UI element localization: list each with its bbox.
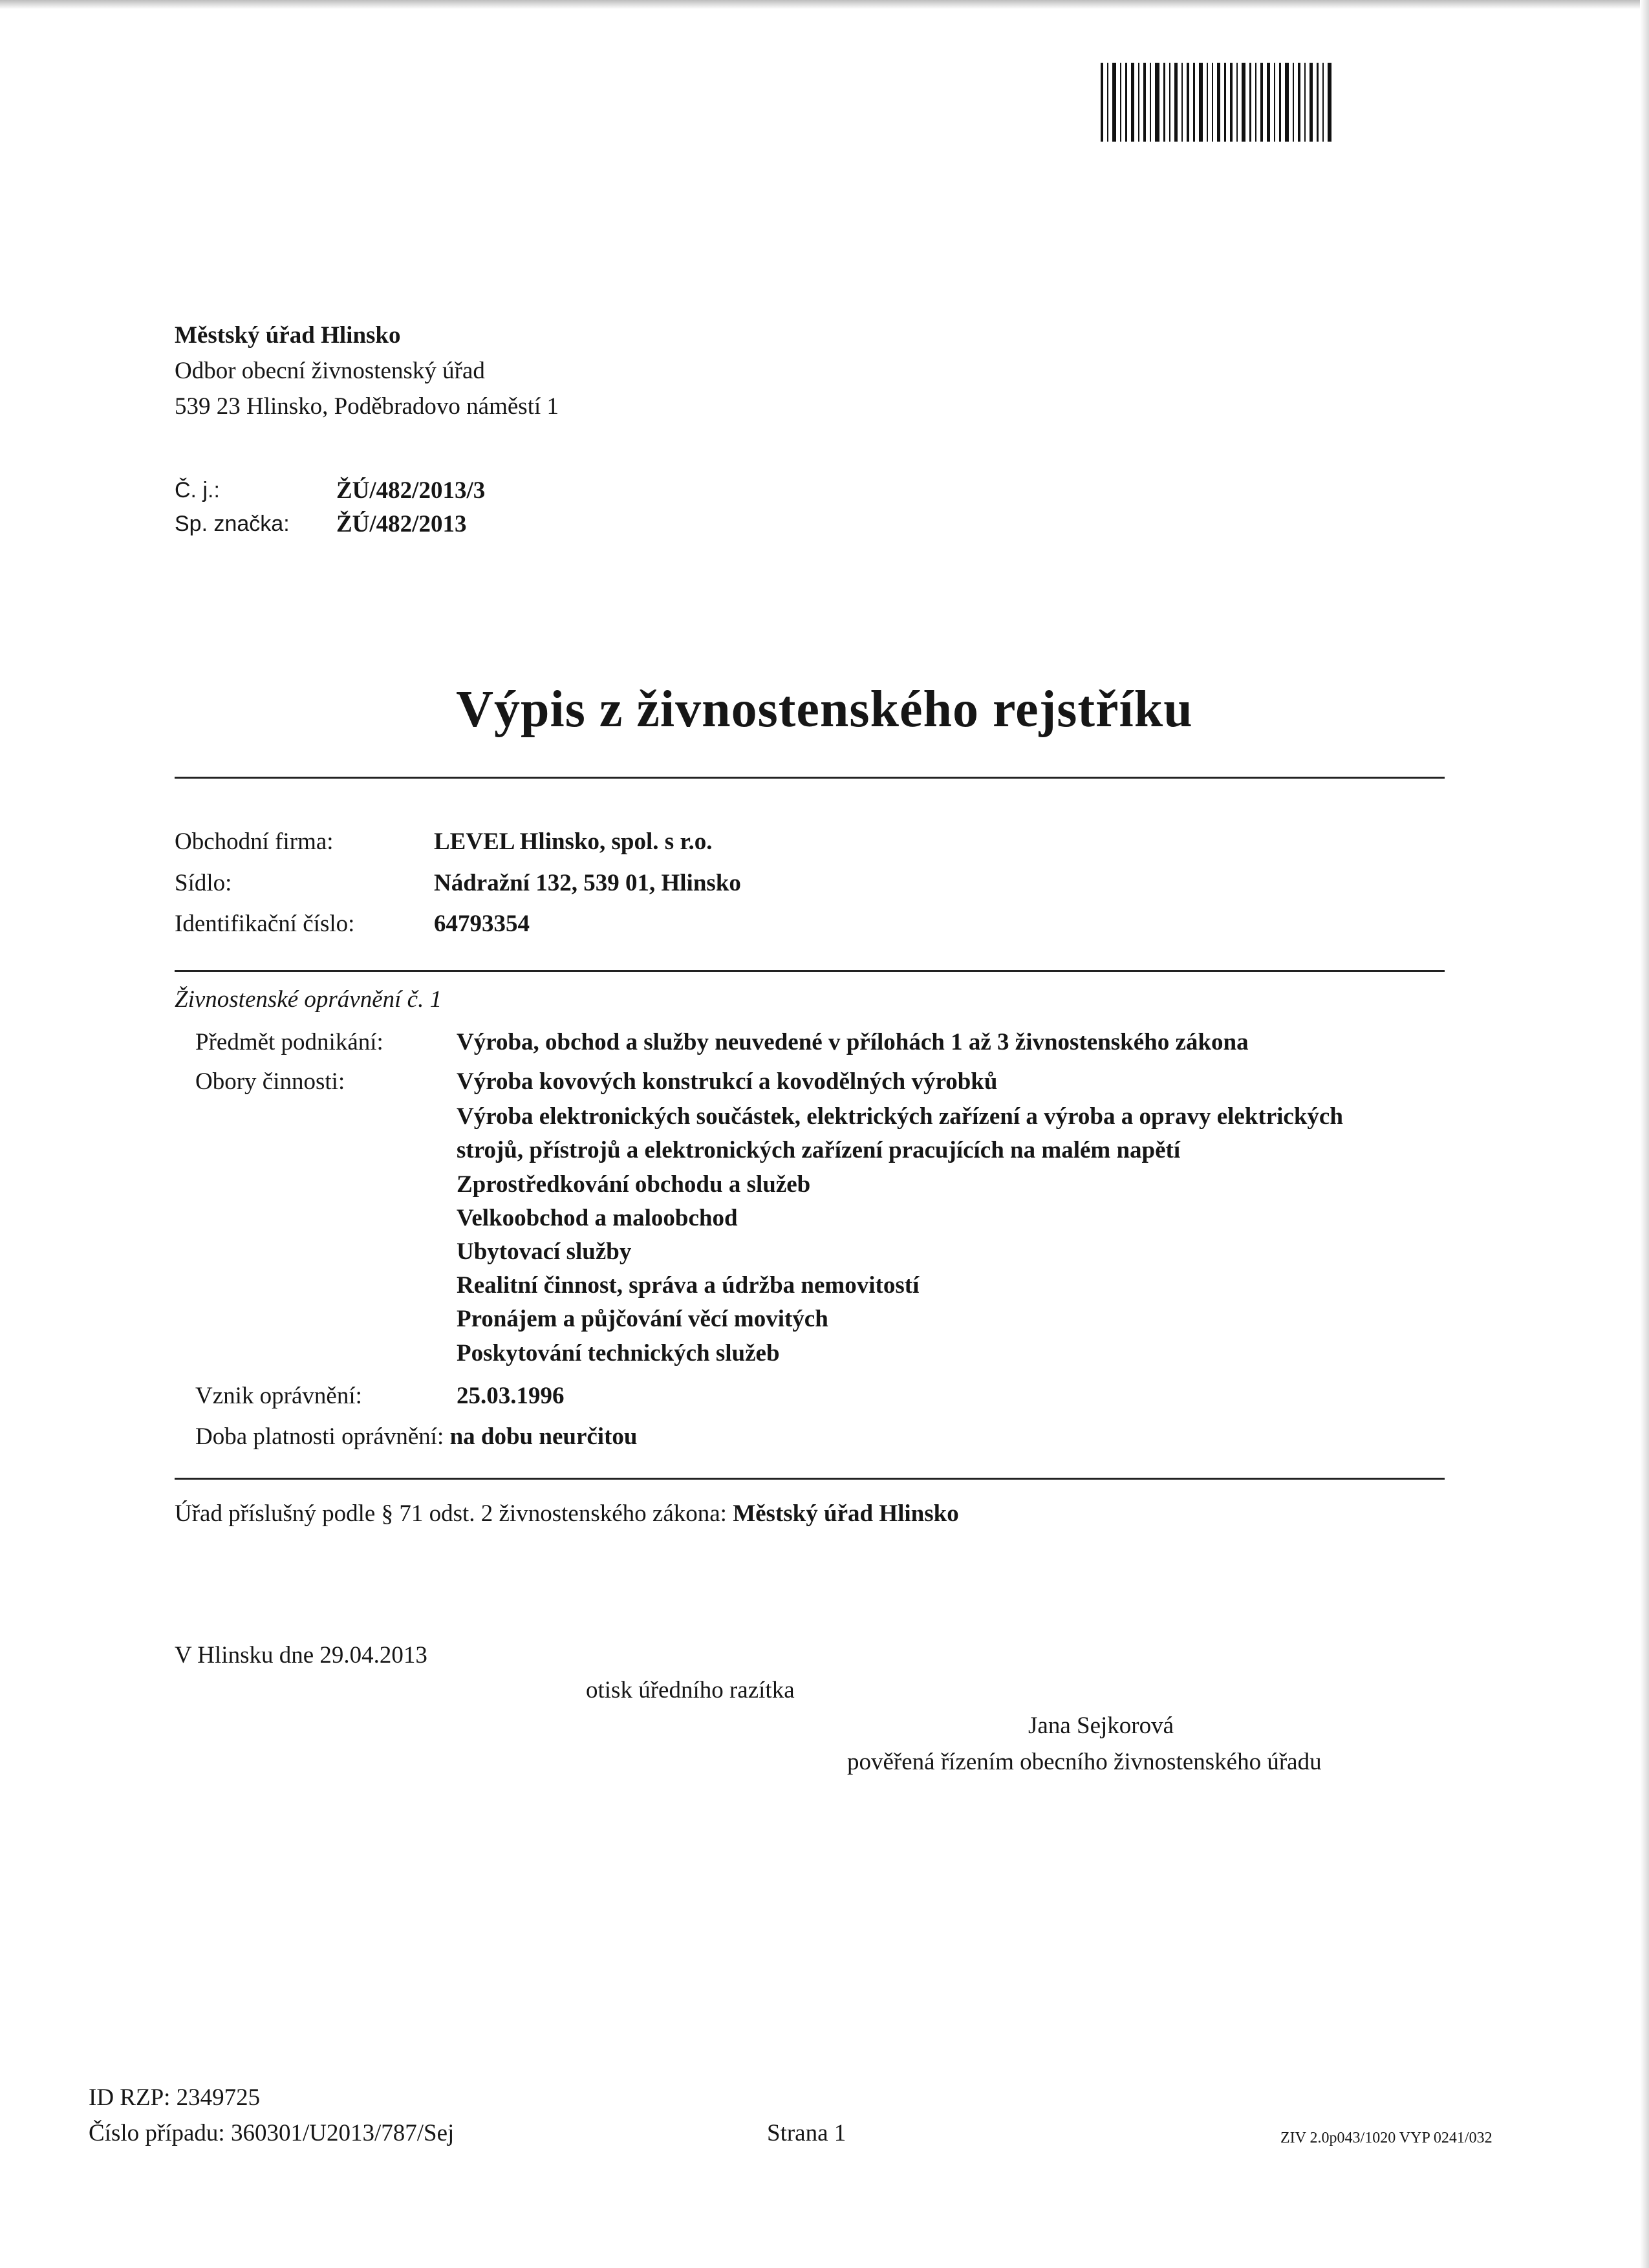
authority-value: Městský úřad Hlinsko: [733, 1500, 959, 1527]
barcode-bar: [1267, 63, 1270, 142]
sp-value: ŽÚ/482/2013: [336, 511, 467, 537]
activity-item: Pronájem a půjčování věcí movitých: [457, 1306, 828, 1332]
signatory-role: pověřená řízením obecního živnostenského úřadu: [847, 1749, 1322, 1775]
barcode-bar: [1125, 63, 1127, 142]
barcode-bar: [1101, 63, 1103, 142]
barcode-bar: [1169, 63, 1170, 142]
barcode-bar: [1174, 63, 1178, 142]
id-value: 64793354: [434, 911, 530, 937]
barcode-bar: [1310, 63, 1313, 142]
origin-value: 25.03.1996: [457, 1383, 565, 1409]
barcode-bar: [1150, 63, 1151, 142]
barcode-bar: [1187, 63, 1189, 142]
barcode-bar: [1155, 63, 1159, 142]
divider-top: [175, 777, 1445, 779]
sp-label: Sp. značka:: [175, 512, 290, 536]
firm-label: Obchodní firma:: [175, 828, 334, 855]
seat-label: Sídlo:: [175, 870, 232, 896]
barcode-bar: [1224, 63, 1226, 142]
barcode-bar: [1217, 63, 1220, 142]
barcode-bar: [1317, 63, 1319, 142]
barcode-bar: [1304, 63, 1306, 142]
license-number: 1: [429, 986, 442, 1013]
barcode-bar: [1242, 63, 1245, 142]
stamp-note: otisk úředního razítka: [586, 1677, 795, 1703]
barcode-bar: [1163, 63, 1165, 142]
firm-value: LEVEL Hlinsko, spol. s r.o.: [434, 828, 713, 855]
barcode-bar: [1260, 63, 1263, 142]
barcode-bar: [1143, 63, 1146, 142]
barcode-bar: [1249, 63, 1251, 142]
barcode-bar: [1230, 63, 1233, 142]
barcode-bar: [1322, 63, 1324, 142]
subject-label: Předmět podnikání:: [195, 1029, 383, 1055]
license-heading: [175, 986, 442, 1013]
barcode-bar: [1236, 63, 1238, 142]
form-code: ZIV 2.0p043/1020 VYP 0241/032: [1280, 2130, 1493, 2146]
divider-company: [175, 970, 1445, 972]
id-label: Identifikační číslo:: [175, 911, 355, 937]
activity-item: Výroba kovových konstrukcí a kovodělných výrobků: [457, 1068, 998, 1095]
validity-label: [195, 1423, 637, 1451]
barcode-bar: [1274, 63, 1275, 142]
case-number: Číslo případu: 360301/U2013/787/Sej: [89, 2120, 455, 2146]
activity-item: Realitní činnost, správa a údržba nemovitostí: [457, 1272, 920, 1299]
activity-item: Ubytovací služby: [457, 1238, 632, 1265]
page-number: Strana 1: [767, 2120, 846, 2146]
scan-top-edge: [0, 0, 1649, 9]
barcode-bar: [1107, 63, 1108, 142]
office-department: Odbor obecní živnostenský úřad: [175, 358, 485, 384]
activity-item: strojů, přístrojů a elektronických zařízení pracujících na malém napětí: [457, 1137, 1181, 1163]
barcode-bar: [1207, 63, 1208, 142]
barcode-bar: [1285, 63, 1289, 142]
validity-value: na dobu neurčitou: [449, 1423, 638, 1450]
authority-line: [175, 1500, 959, 1528]
id-rzp: ID RZP: 2349725: [89, 2084, 261, 2111]
office-address: 539 23 Hlinsko, Poděbradovo náměstí 1: [175, 393, 559, 420]
place-date: V Hlinsku dne 29.04.2013: [175, 1642, 427, 1669]
barcode-bar: [1255, 63, 1256, 142]
barcode-bar: [1112, 63, 1116, 142]
cj-label: Č. j.:: [175, 478, 220, 502]
validity-label-text: Doba platnosti oprávnění:: [195, 1423, 444, 1450]
license-heading-text: Živnostenské oprávnění č.: [175, 986, 424, 1013]
subject-value: Výroba, obchod a služby neuvedené v přílohách 1 až 3 živnostenského zákona: [457, 1029, 1249, 1055]
barcode-bar: [1293, 63, 1294, 142]
activity-item: Zprostředkování obchodu a služeb: [457, 1171, 811, 1198]
page-title: Výpis z živnostenského rejstříku: [456, 681, 1193, 738]
authority-text: Úřad příslušný podle § 71 odst. 2 živnostenského zákona:: [175, 1500, 727, 1527]
scan-right-edge: [1640, 0, 1649, 2268]
activity-item: Poskytování technických služeb: [457, 1340, 780, 1366]
barcode: [1101, 63, 1445, 142]
barcode-bar: [1138, 63, 1139, 142]
barcode-bar: [1199, 63, 1203, 142]
signatory-name: Jana Sejkorová: [1028, 1712, 1174, 1739]
barcode-bar: [1298, 63, 1300, 142]
barcode-bar: [1181, 63, 1183, 142]
fields-label: Obory činnosti:: [195, 1068, 345, 1095]
activity-item: Velkoobchod a maloobchod: [457, 1205, 738, 1231]
barcode-bar: [1212, 63, 1213, 142]
divider-license: [175, 1478, 1445, 1480]
barcode-bar: [1279, 63, 1281, 142]
office-name: Městský úřad Hlinsko: [175, 322, 401, 349]
cj-value: ŽÚ/482/2013/3: [336, 477, 486, 504]
barcode-bar: [1328, 63, 1331, 142]
origin-label: Vznik oprávnění:: [195, 1383, 362, 1409]
barcode-bar: [1120, 63, 1121, 142]
seat-value: Nádražní 132, 539 01, Hlinsko: [434, 870, 741, 896]
barcode-bar: [1193, 63, 1195, 142]
activity-item: Výroba elektronických součástek, elektrických zařízení a výroba a opravy elektrických: [457, 1103, 1343, 1130]
barcode-bar: [1131, 63, 1134, 142]
